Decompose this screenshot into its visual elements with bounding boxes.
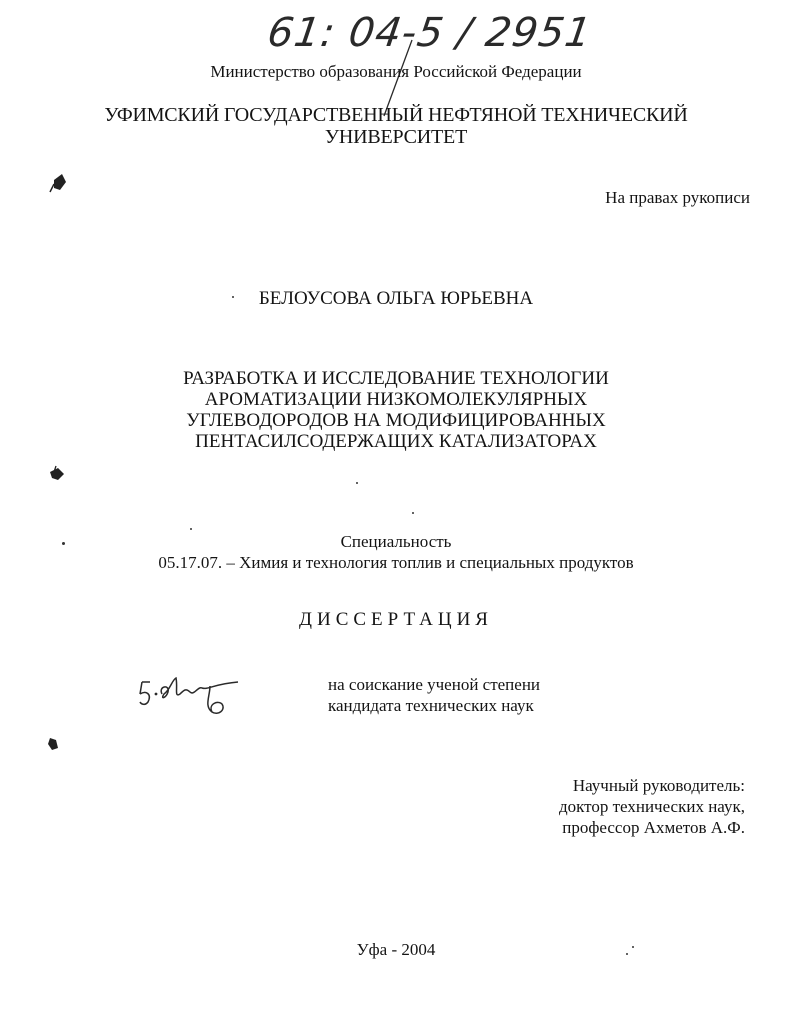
scan-speck [356,482,358,484]
archive-code-handwritten: 61: 04-5 / 2951 [264,10,595,56]
title-line-4: ПЕНТАСИЛСОДЕРЖАЩИХ КАТАЛИЗАТОРАХ [195,431,597,452]
author-name: БЕЛОУСОВА ОЛЬГА ЮРЬЕВНА [258,288,534,309]
scan-speck [632,946,634,948]
university-line-1: УФИМСКИЙ ГОСУДАРСТВЕННЫЙ НЕФТЯНОЙ ТЕХНИЧЕСКИЙ [104,104,688,126]
scan-speck-icon [44,734,64,754]
scan-speck [412,512,414,514]
supervisor-line-1: Научный руководитель: [572,776,745,795]
scan-speck [62,542,65,545]
title-line-3: УГЛЕВОДОРОДОВ НА МОДИФИЦИРОВАННЫХ [186,410,606,431]
document-type: ДИССЕРТАЦИЯ [299,609,493,630]
dissertation-title [0,368,792,452]
city-year: Уфа - 2004 [356,940,436,959]
degree-line-1: на соискание ученой степени [328,675,541,694]
specialty-value: 05.17.07. – Химия и технология топлив и специальных продуктов [158,553,634,572]
supervisor-line-2: доктор технических наук, [558,797,745,816]
ministry-name: Министерство образования Российской Федерации [210,62,582,81]
scan-speck-icon [48,172,72,194]
scan-speck [626,953,628,955]
scan-speck [190,528,192,530]
specialty-label: Специальность [340,532,452,551]
university-name [0,104,792,148]
handwritten-library-mark-icon [138,672,248,720]
title-line-2: АРОМАТИЗАЦИИ НИЗКОМОЛЕКУЛЯРНЫХ [204,389,588,410]
degree-block [328,674,540,716]
scan-speck-icon [46,464,70,486]
university-line-2: УНИВЕРСИТЕТ [324,126,468,148]
title-line-1: РАЗРАБОТКА И ИССЛЕДОВАНИЕ ТЕХНОЛОГИИ [183,368,609,389]
manuscript-rights-note: На правах рукописи [605,188,750,207]
supervisor-block [500,775,745,838]
supervisor-line-3: профессор Ахметов А.Ф. [562,818,745,837]
scan-speck [232,296,234,298]
degree-line-2: кандидата технических наук [328,696,534,715]
